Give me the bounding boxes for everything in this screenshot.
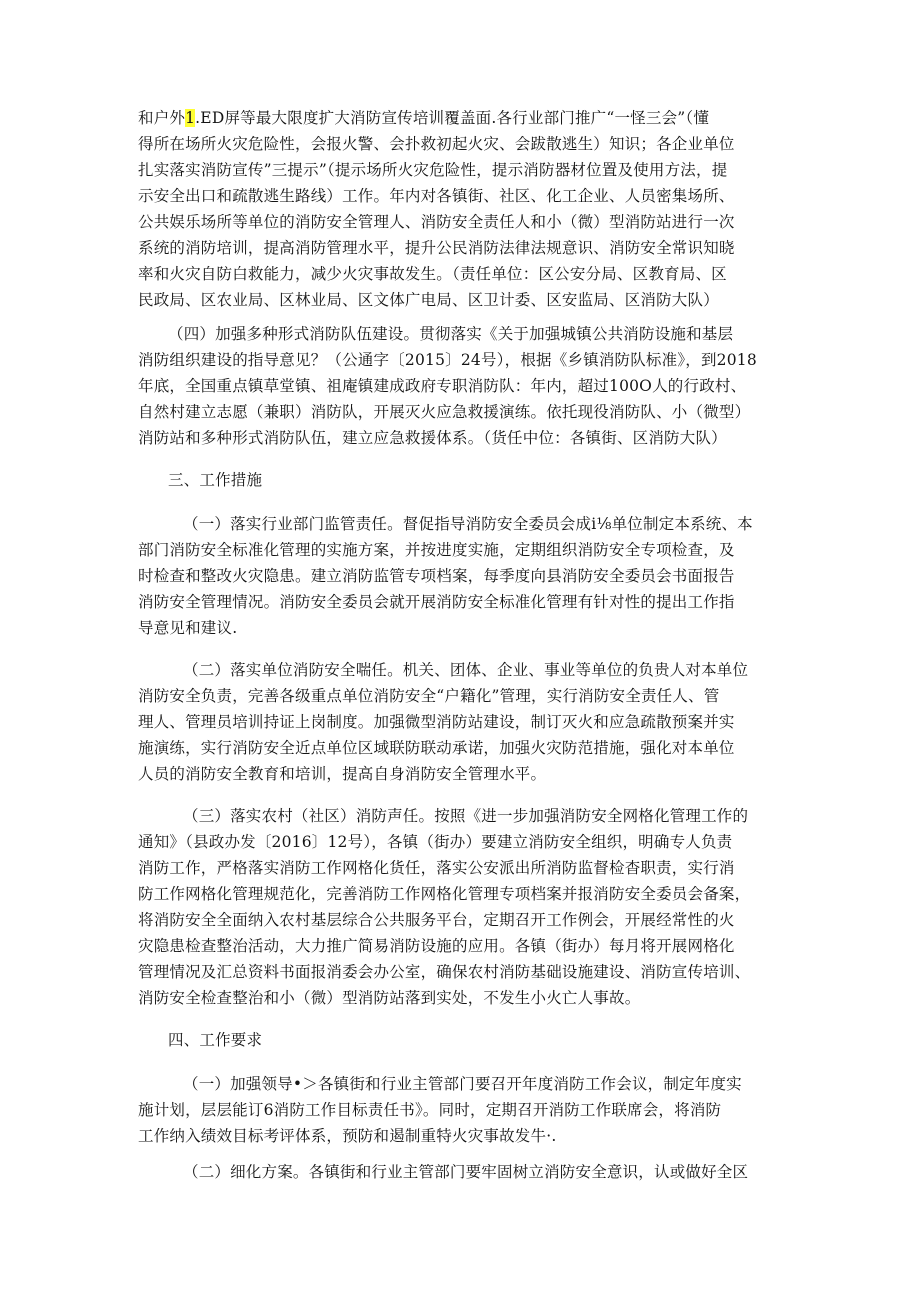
text-line bbox=[138, 107, 709, 129]
text-line: 消防安全检查整治和小（微）型消防站落到实处，不发生小火亡人事故。 bbox=[138, 989, 641, 1007]
text-span: .ED屏等最大限度扩大消防宣传培训覆盖面.各行业部门推广“一怪三会”（懂 bbox=[195, 109, 710, 127]
text-line: （四）加强多种形式消防队伍建设。贯彻落实《关于加强城镇公共消防设施和基层 bbox=[168, 325, 734, 343]
text-line: 率和火灾自防白救能力，减少火灾事故发生。（责任单位：区公安分局、区教育局、区 bbox=[138, 265, 727, 283]
text-line: 民政局、区农业局、区林业局、区文体广电局、区卫计委、区安监局、区消防大队） bbox=[138, 291, 719, 309]
text-line: 施计划，层层能订6消防工作目标责任书》。同时，定期召开消防工作联席会，将消防 bbox=[138, 1101, 722, 1119]
highlighted-text: 1 bbox=[185, 109, 196, 127]
section-heading: 四、工作要求 bbox=[168, 1031, 263, 1049]
text-line: 理人、管理员培训持证上岗制度。加强微型消防站建设，制订灭火和应急疏散预案并实 bbox=[138, 713, 735, 731]
text-line: 示安全出口和疏散逃生路线）工作。年内对各镇街、社区、化工企业、人员密集场所、 bbox=[138, 187, 735, 205]
text-line: 时检查和整改火灾隐患。建立消防监管专项档案，每季度向县消防安全委员会书面报告 bbox=[138, 567, 735, 585]
text-line: 系统的消防培训，提高消防管理水平，提升公民消防法律法规意识、消防安全常识知晓 bbox=[138, 239, 735, 257]
text-line: 扎实落实消防宣传”三提示”（提示场所火灾危险性，提示消防器材位置及使用方法，提 bbox=[138, 161, 728, 179]
text-line: 消防站和多种形式消防队伍，建立应急救援体系。（货任中位：各镇街、区消防大队） bbox=[138, 429, 727, 447]
text-line: 防工作网格化管理规范化，完善消防工作网格化管理专项档案并报消防安全委员会备案， bbox=[138, 885, 751, 903]
text-line: 通知》（县政办发〔2016〕12号），各镇（街办）要建立消防安全组织，明确专人负责 bbox=[138, 833, 733, 851]
text-line: 将消防安全全面纳入农村基层综合公共服务平台，定期召开工作例会，开展经常性的火 bbox=[138, 911, 735, 929]
text-line: 公共娱乐场所等单位的消防安全管理人、消防安全责任人和小（微）型消防站进行一次 bbox=[138, 213, 735, 231]
text-line: （二）落实单位消防安全喘任。机关、团体、企业、事业等单位的负贵人对本单位 bbox=[183, 661, 749, 679]
text-line: 年底，全国重点镇草堂镇、祖庵镇建成政府专职消防队：年内，超过100O人的行政村、 bbox=[138, 377, 747, 395]
text-line: （一）加强领导•＞各镇街和行业主管部门要召开年度消防工作会议，制定年度实 bbox=[183, 1075, 742, 1093]
section-heading: 三、工作措施 bbox=[168, 471, 263, 489]
text-line: 导意见和建议. bbox=[138, 619, 238, 637]
text-line: 灾隐患检查整治活动，大力推广简易消防设施的应用。各镇（街办）每月将开展网格化 bbox=[138, 937, 735, 955]
text-line: （一）落实行业部门监管责任。督促指导消防安全委员会成i⅛单位制定本系统、本 bbox=[183, 515, 753, 533]
text-line: （三）落实农村（社区）消防声任。按照《进一步加强消防安全网格化管理工作的 bbox=[183, 807, 749, 825]
text-span: 和户外 bbox=[138, 109, 186, 127]
text-line: 得所在场所火灾危险性，会报火警、会扑救初起火灾、会跋散逃生）知识；各企业单位 bbox=[138, 135, 735, 153]
text-line: 消防安全负责，完善各级重点单位消防安全“户籍化”管理，实行消防安全责任人、管 bbox=[138, 687, 720, 705]
text-line: （二）细化方案。各镇街和行业主管部门要牢固树立消防安全意识，认或做好全区 bbox=[183, 1163, 749, 1181]
text-line: 消防组织建设的指导意见？（公通字〔2015〕24号），根据《乡镇消防队标准》，到2018 bbox=[138, 351, 757, 369]
text-line: 消防工作，严格落实消防工作网格化货任，落实公安派出所消防监督检杳职责，实行消 bbox=[138, 859, 735, 877]
text-line: 管理情况及汇总资料书面报消委会办公室，确保农村消防基础设施建设、消防宣传培训、 bbox=[138, 963, 751, 981]
text-line: 施演练，实行消防安全近点单位区域联防联动承诺，加强火灾防范措施，强化对本单位 bbox=[138, 739, 735, 757]
text-line: 消防安全管理情况。消防安全委员会就开展消防安全标准化管理有针对性的提出工作指 bbox=[138, 593, 735, 611]
text-line: 工作纳入绩效目标考评体系，预防和遏制重特火灾事故发牛·. bbox=[138, 1127, 557, 1145]
text-line: 部门消防安全标准化管理的实施方案，并按进度实施，定期组织消防安全专项检查，及 bbox=[138, 541, 735, 559]
text-line: 自然村建立志愿（兼职）消防队，开展灭火应急救援演练。依托现役消防队、小（微型） bbox=[138, 403, 751, 421]
text-line: 人员的消防安全教育和培训，提高自身消防安全管理水平。 bbox=[138, 765, 547, 783]
